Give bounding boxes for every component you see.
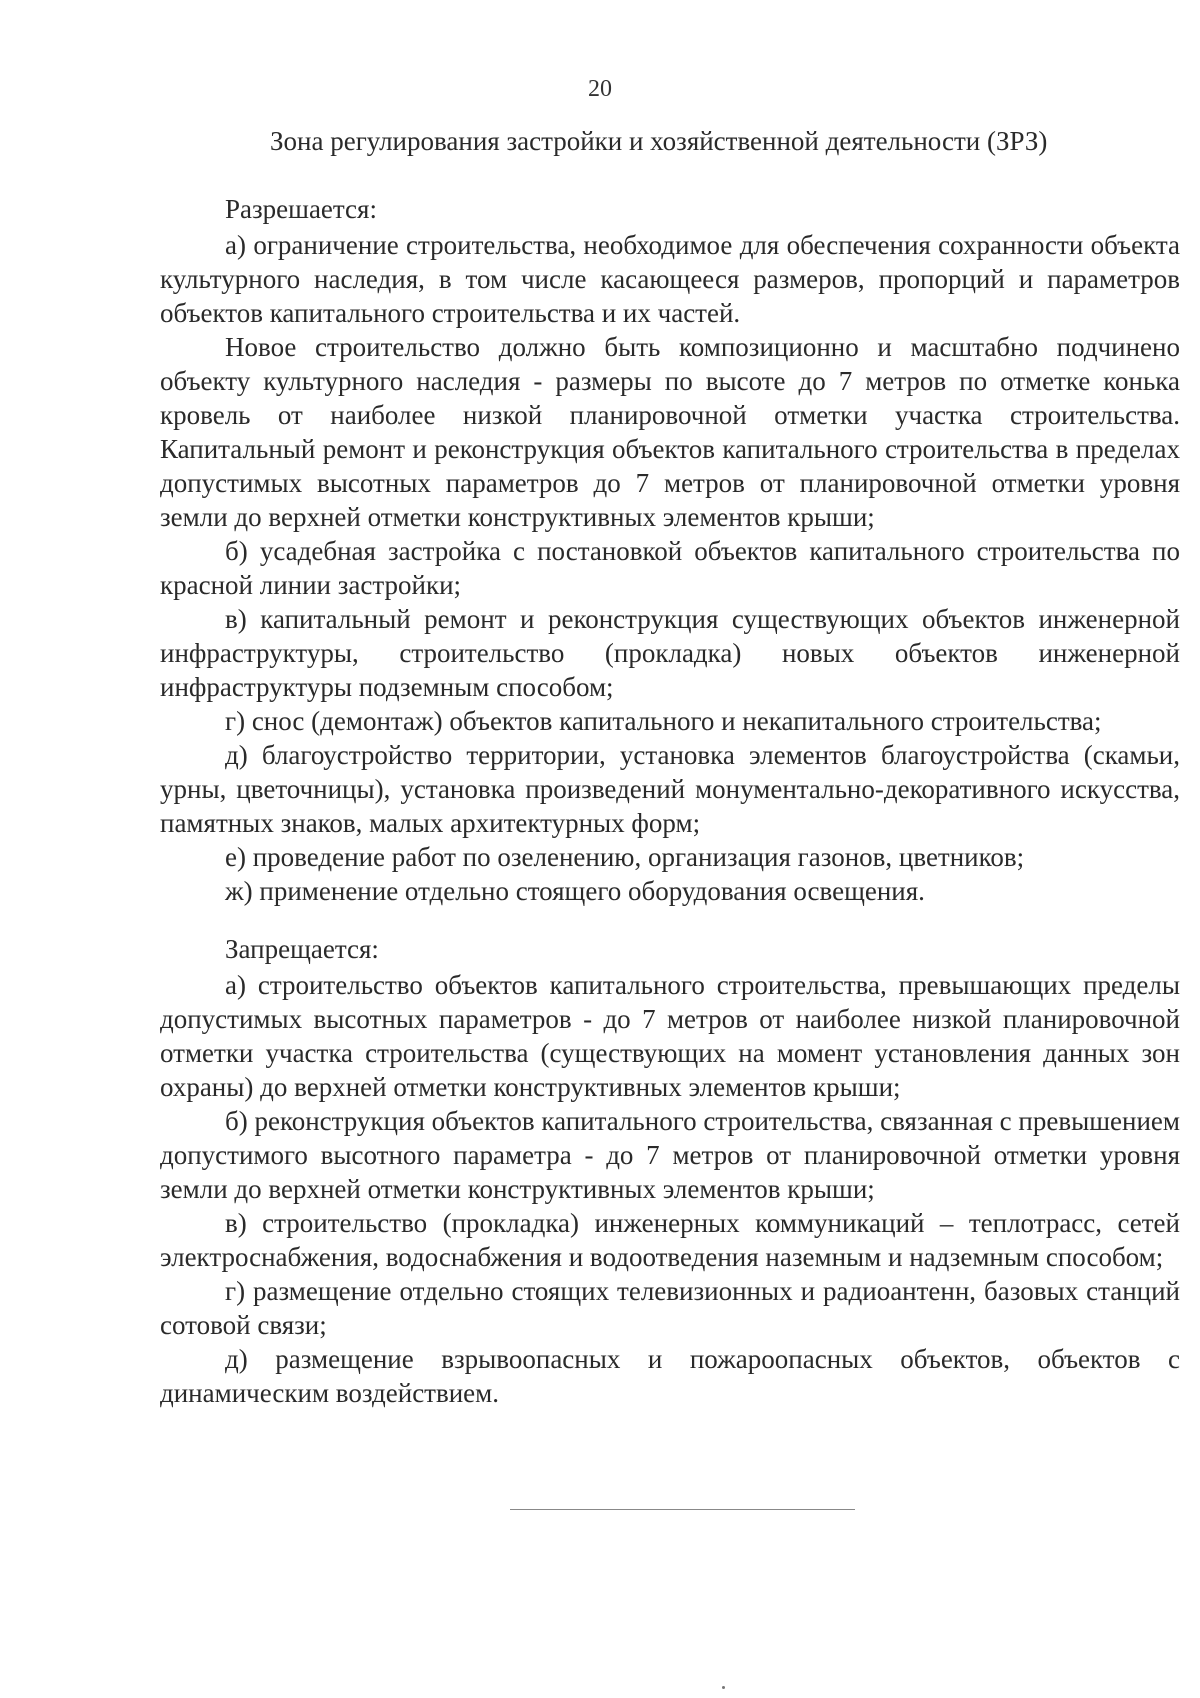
allowed-item-b: б) усадебная застройка с постановкой объектов капитального строительства по красной линии застройки; [160,536,1180,600]
allowed-item-new-construction: Новое строительство должно быть композиционно и масштабно подчинено объекту культурного наследия - размеры по высоте до 7 метров по отметке конька кровель от наиболее низкой планировочной отметки участка строительства. Капитальный ремонт и реконструкция объектов капитального строительства в пределах допустимых высотных параметров до 7 метров от планировочной отметки уровня земли до верхней отметки конструктивных элементов крыши; [160,332,1180,532]
allowed-item-v: в) капитальный ремонт и реконструкция существующих объектов инженерной инфраструктуры, строительство (прокладка) новых объектов инженерной инфраструктуры подземным способом; [160,604,1180,702]
allowed-item-e: е) проведение работ по озеленению, организация газонов, цветников; [225,842,1025,872]
allowed-section [160,192,1180,908]
forbidden-item-b: б) реконструкция объектов капитального строительства, связанная с превышением допустимого высотного параметра - до 7 метров от планировочной отметки уровня земли до верхней отметки конструктивных элементов крыши; [160,1106,1180,1204]
allowed-item-d: д) благоустройство территории, установка элементов благоустройства (скамьи, урны, цветочницы), установка произведений монументально-декоративного искусства, памятных знаков, малых архитектурных форм; [160,740,1180,838]
scan-speck [722,1686,725,1689]
forbidden-item-g: г) размещение отдельно стоящих телевизионных и радиоантенн, базовых станций сотовой связи; [160,1276,1180,1340]
forbidden-item-v: в) строительство (прокладка) инженерных коммуникаций – теплотрасс, сетей электроснабжения, водоснабжения и водоотведения наземным и надземным способом; [160,1208,1180,1272]
page-number: 20 [588,76,612,102]
forbidden-section [160,932,1180,1410]
forbidden-heading: Запрещается: [225,934,379,964]
end-divider-line [510,1509,855,1510]
allowed-item-a: а) ограничение строительства, необходимое для обеспечения сохранности объекта культурного наследия, в том числе касающееся размеров, пропорций и параметров объектов капитального строительства и их частей. [160,230,1180,328]
forbidden-item-d: д) размещение взрывоопасных и пожароопасных объектов, объектов с динамическим воздействием. [160,1344,1180,1408]
section-title: Зона регулирования застройки и хозяйственной деятельности (ЗРЗ) [270,126,1048,156]
forbidden-item-a: а) строительство объектов капитального строительства, превышающих пределы допустимых высотных параметров - до 7 метров от наиболее низкой планировочной отметки участка строительства (существующих на момент установления данных зон охраны) до верхней отметки конструктивных элементов крыши; [160,970,1180,1102]
allowed-item-g: г) снос (демонтаж) объектов капитального и некапитального строительства; [225,706,1102,736]
allowed-heading: Разрешается: [225,194,377,224]
allowed-item-zh: ж) применение отдельно стоящего оборудования освещения. [225,876,925,906]
